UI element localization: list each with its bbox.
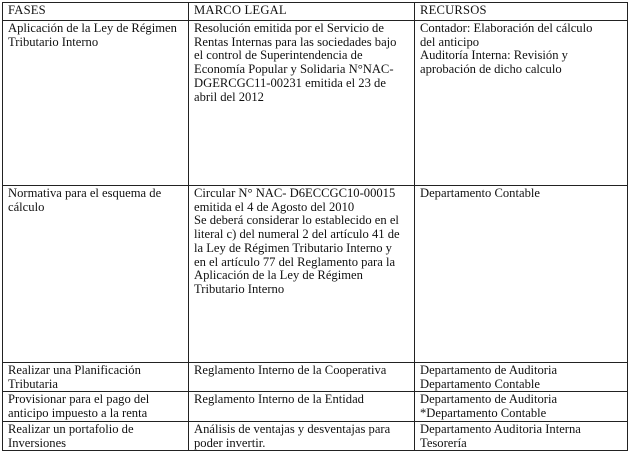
marco-text: Tributario Interno xyxy=(194,281,285,296)
recursos-text: del anticipo xyxy=(420,34,480,49)
table-header-row xyxy=(3,3,628,21)
fase-text: Tributaria xyxy=(8,376,58,391)
fase-text: cálculo xyxy=(8,199,45,214)
fase-text: Normativa para el esquema de xyxy=(8,186,162,200)
marco-text: Análisis de ventajas y desventajas para xyxy=(194,421,391,436)
fase-text: anticipo impuesto a la renta xyxy=(8,406,148,421)
fase-text: Tributario Interno xyxy=(8,34,99,49)
marco-text: Circular N° NAC- D6ECCGC10-00015 xyxy=(194,186,396,200)
marco-text: el control de Superintendencia de xyxy=(194,48,363,63)
marco-legal-cell xyxy=(189,21,415,186)
fase-text: Provisionar para el pago del xyxy=(8,392,150,407)
recursos-cell xyxy=(415,21,628,186)
recursos-text: Departamento de Auditoria xyxy=(420,363,558,377)
header-fases: FASES xyxy=(3,3,189,21)
recursos-text: aprobación de dicho calculo xyxy=(420,62,562,77)
recursos-text: Auditoría Interna: Revisión y xyxy=(420,48,568,63)
table-row xyxy=(3,392,628,421)
fase-cell xyxy=(3,421,189,450)
marco-text: Economía Popular y Solidaria N°NAC- xyxy=(194,62,394,77)
marco-text: emitida el 4 de Agosto del 2010 xyxy=(194,199,355,214)
recursos-cell xyxy=(415,392,628,421)
marco-text: Aplicación de la Ley de Régimen xyxy=(194,268,363,283)
fase-cell xyxy=(3,21,189,186)
recursos-cell xyxy=(415,363,628,392)
marco-legal-cell xyxy=(189,421,415,450)
header-marco-legal: MARCO LEGAL xyxy=(189,3,415,21)
recursos-text: Tesorería xyxy=(420,435,467,450)
marco-legal-cell xyxy=(189,392,415,421)
fase-cell xyxy=(3,363,189,392)
fase-text: Aplicación de la Ley de Régimen xyxy=(8,21,177,35)
marco-text: Se deberá considerar lo establecido en el xyxy=(194,213,399,228)
recursos-text: Departamento Contable xyxy=(420,186,540,200)
marco-text: Reglamento Interno de la Entidad xyxy=(194,392,364,407)
recursos-cell xyxy=(415,186,628,363)
header-recursos: RECURSOS xyxy=(415,3,628,21)
marco-text: en el artículo 77 del Reglamento para la xyxy=(194,254,396,269)
marco-text: literal c) del numeral 2 del artículo 41 de xyxy=(194,227,400,242)
recursos-cell xyxy=(415,421,628,450)
recursos-text: Contador: Elaboración del cálculo xyxy=(420,21,593,35)
fase-cell xyxy=(3,186,189,363)
marco-legal-cell xyxy=(189,363,415,392)
marco-text: poder invertir. xyxy=(194,435,266,450)
recursos-text: Departamento Auditoria Interna xyxy=(420,421,581,436)
marco-text: Resolución emitida por el Servicio de xyxy=(194,21,384,35)
marco-text: abril del 2012 xyxy=(194,89,264,104)
marco-text: DGERCGC11-00231 emitida el 23 de xyxy=(194,75,386,90)
marco-text: Rentas Internas para las sociedades bajo xyxy=(194,34,397,49)
fase-text: Realizar una Planificación xyxy=(8,363,141,377)
table-row xyxy=(3,186,628,363)
marco-text: la Ley de Régimen Tributario Interno y xyxy=(194,240,392,255)
fase-cell xyxy=(3,392,189,421)
recursos-text: Departamento de Auditoria xyxy=(420,392,558,407)
table-row xyxy=(3,363,628,392)
table-row xyxy=(3,421,628,450)
marco-legal-cell xyxy=(189,186,415,363)
fase-text: Realizar un portafolio de xyxy=(8,421,134,436)
recursos-text: *Departamento Contable xyxy=(420,406,547,421)
table-row xyxy=(3,21,628,186)
legal-framework-table xyxy=(2,2,628,451)
fase-text: Inversiones xyxy=(8,435,67,450)
recursos-text: Departamento Contable xyxy=(420,376,540,391)
marco-text: Reglamento Interno de la Cooperativa xyxy=(194,363,387,377)
